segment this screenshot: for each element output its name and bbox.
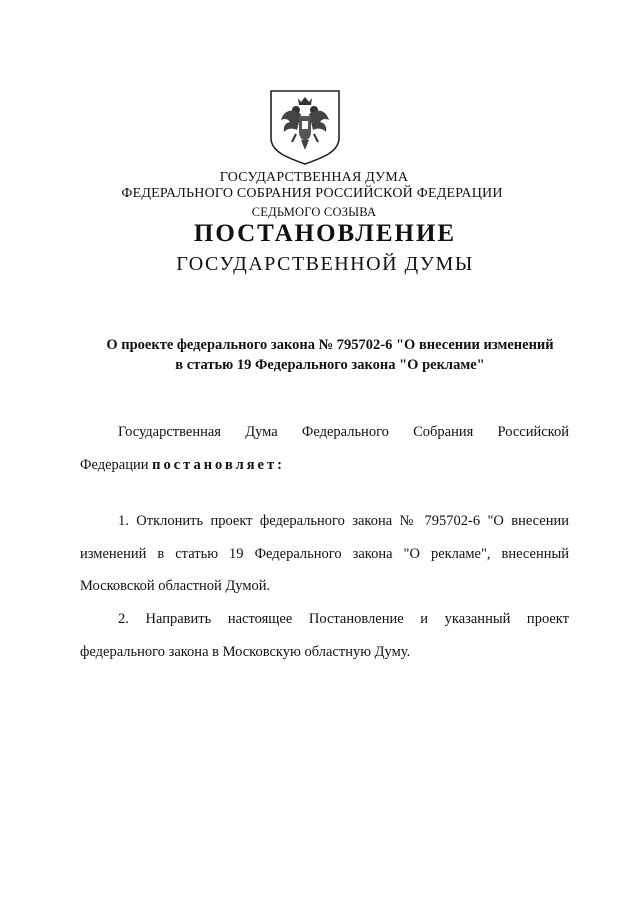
item-2-paragraph [80,603,569,668]
document-subject [60,335,600,375]
item-1-line-3: Московской областной Думой. [80,578,271,594]
item-1-paragraph [80,505,569,603]
item-2-line-2: федерального закона в Московскую областную Думу. [80,643,411,660]
item-2-line-1: 2. Направить настоящее Постановление и указанный проект [118,611,569,627]
preamble-paragraph [80,416,569,481]
document-issuer: ГОСУДАРСТВЕННОЙ ДУМЫ [176,253,474,275]
subject-line-1: О проекте федерального закона № 795702-6 "О внесении изменений [106,337,554,353]
subject-line-2: в статью 19 Федерального закона "О рекламе" [175,357,485,373]
preamble-prefix: Федерации [80,456,153,473]
decree-word: постановляет: [152,456,285,473]
preamble-line-2 [80,449,569,482]
org-name-line-1: ГОСУДАРСТВЕННАЯ ДУМА [219,170,409,185]
org-name-line-2: ФЕДЕРАЛЬНОГО СОБРАНИЯ РОССИЙСКОЙ ФЕДЕРАЦИИ [121,186,503,201]
document-type-title: ПОСТАНОВЛЕНИЕ [193,220,457,247]
convocation-line: СЕДЬМОГО СОЗЫВА [251,205,377,219]
preamble-line-1: Государственная Дума Федерального Собрания Российской [118,424,569,440]
item-1-line-1: 1. Отклонить проект федерального закона № 795702-6 "О внесении [118,513,569,529]
russian-coat-of-arms-icon [268,88,342,166]
item-1-line-2: изменений в статью 19 Федерального закона "О рекламе", внесенный [80,545,569,562]
